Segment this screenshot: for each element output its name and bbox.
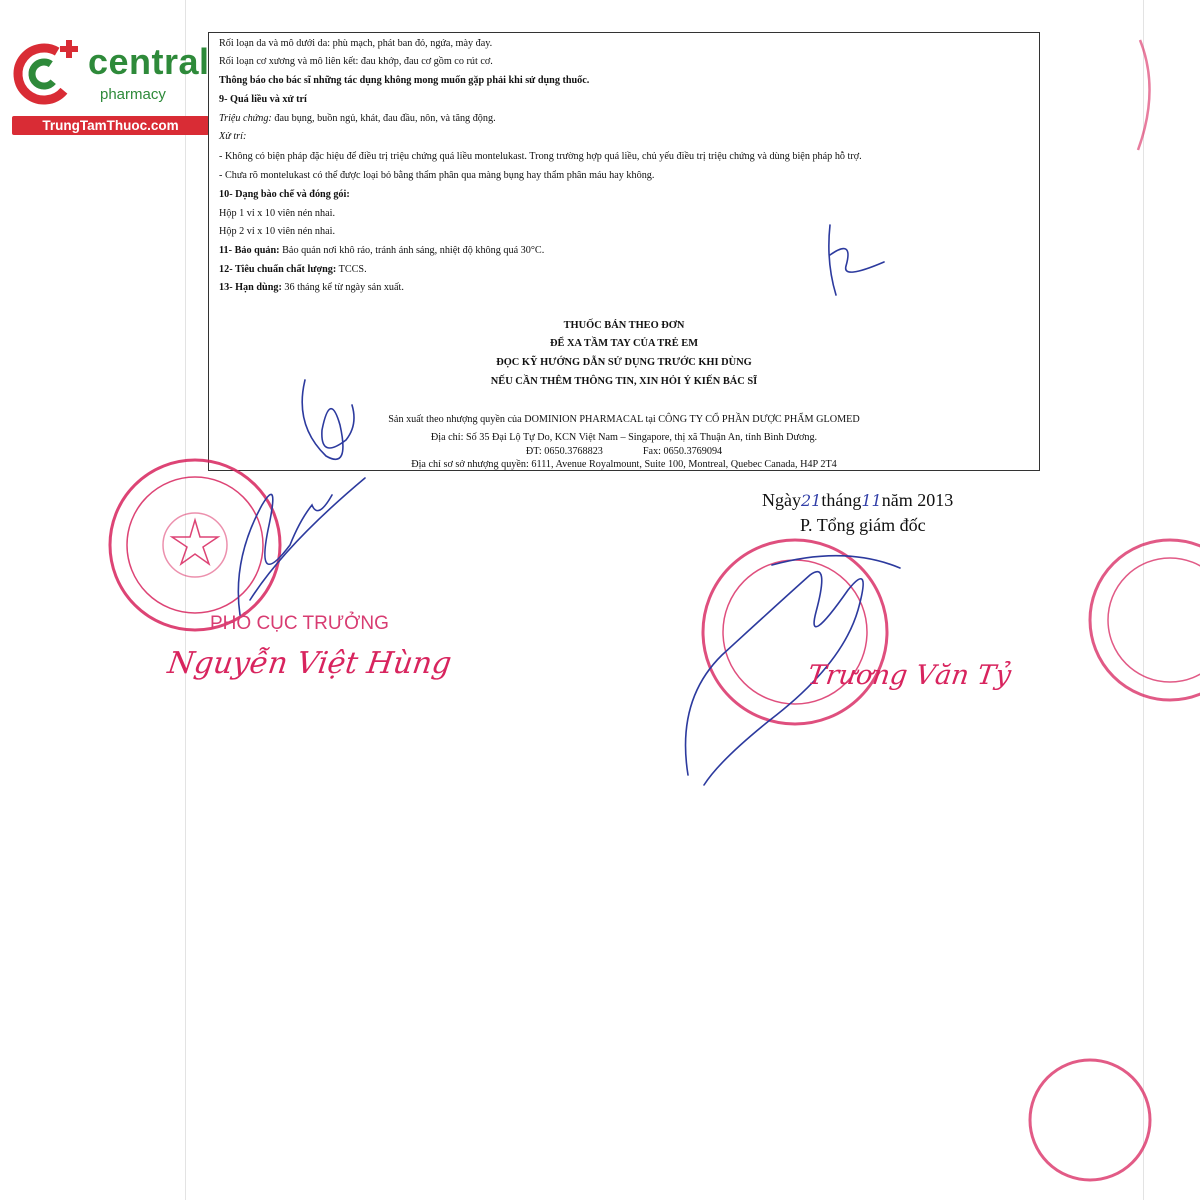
date-day: 21 (801, 491, 822, 510)
date-prefix: Ngày (762, 490, 801, 510)
text-line: Rối loạn da và mô dưới da: phù mạch, phát ban đỏ, ngứa, mày đay. (219, 38, 493, 49)
storage-label: 11- Bảo quản: (219, 245, 280, 256)
logo-brand-name: central (88, 41, 210, 82)
text-line: Hộp 1 vỉ x 10 viên nén nhai. (219, 208, 336, 219)
fax-number: Fax: 0650.3769094 (642, 446, 723, 457)
date-year: năm 2013 (881, 490, 954, 510)
date-month: 11 (861, 491, 882, 510)
deputy-director-title: PHÓ CỤC TRƯỞNG (210, 613, 389, 634)
signer-title: P. Tổng giám đốc (800, 515, 926, 535)
manufacturer-address: Địa chỉ: Số 35 Đại Lộ Tự Do, KCN Việt Nam – Singapore, thị xã Thuận An, tỉnh Bình Dương. (430, 432, 818, 443)
glomed-stamp (703, 540, 887, 724)
franchise-address: Địa chỉ sơ sở nhượng quyền: 6111, Avenue Royalmount, Suite 100, Montreal, Quebec Canada, H4P 2T4 (411, 459, 837, 470)
company-signer-name: Trương Văn Tỷ (805, 660, 1013, 691)
ministry-stamp (110, 460, 280, 630)
text-line: - Không có biện pháp đặc hiệu để điều trị triệu chứng quá liều montelukast. Trong trường hợp quá liều, chủ yếu điều trị triệu chứng và dùng biện pháp hỗ trợ. (219, 151, 862, 162)
text-line: - Chưa rõ montelukast có thể được loại bỏ bằng thẩm phân qua màng bụng hay thẩm phân máu hay không. (219, 170, 655, 181)
section-heading: 9- Quá liều và xử trí (219, 94, 307, 105)
phone-number: ĐT: 0650.3768823 (525, 446, 603, 457)
deputy-director-name: Nguyễn Việt Hùng (165, 646, 454, 681)
expiry-text: 36 tháng kể từ ngày sản xuất. (281, 282, 404, 293)
standard-text: TCCS. (336, 264, 367, 275)
manufacturer-line: Sản xuất theo nhượng quyền của DOMINION PHARMACAL tại CÔNG TY CỔ PHẦN DƯỢC PHẨM GLOMED (388, 414, 860, 425)
standard-label: 12- Tiêu chuẩn chất lượng: (219, 264, 337, 275)
handwritten-signatures (238, 225, 900, 785)
logo-site-banner: TrungTamThuoc.com (12, 116, 209, 135)
symptoms-label: Triệu chứng: (219, 113, 272, 124)
treatment-label: Xử trí: (219, 131, 247, 142)
section-heading: 10- Dạng bào chế và đóng gói: (219, 189, 350, 200)
text-line: Hộp 2 vỉ x 10 viên nén nhai. (219, 226, 336, 237)
text-line: Thông báo cho bác sĩ những tác dụng không mong muốn gặp phải khi sử dụng thuốc. (219, 75, 590, 86)
text-line: Rối loạn cơ xương và mô liên kết: đau khớp, đau cơ gồm co rút cơ. (219, 56, 493, 67)
warning-line: ĐỂ XA TẦM TAY CỦA TRẺ EM (550, 338, 698, 349)
partial-stamp-bottom (1030, 1060, 1150, 1180)
warning-line: NẾU CẦN THÊM THÔNG TIN, XIN HỎI Ý KIẾN BÁC SĨ (490, 376, 758, 387)
warning-line: THUỐC BÁN THEO ĐƠN (563, 320, 685, 331)
storage-text: Bảo quản nơi khô ráo, tránh ánh sáng, nhiệt độ không quá 30°C. (279, 245, 545, 256)
logo-brand-sub: pharmacy (100, 86, 166, 103)
date-month-word: tháng (821, 490, 862, 510)
symptoms-text: đau bụng, buồn ngủ, khát, đau đầu, nôn, và tăng động. (271, 113, 496, 124)
partial-stamp-top-right (1138, 40, 1150, 150)
warning-line: ĐỌC KỸ HƯỚNG DẪN SỬ DỤNG TRƯỚC KHI DÙNG (496, 357, 752, 368)
expiry-label: 13- Hạn dùng: (219, 282, 282, 293)
partial-stamp-right (1090, 540, 1200, 700)
